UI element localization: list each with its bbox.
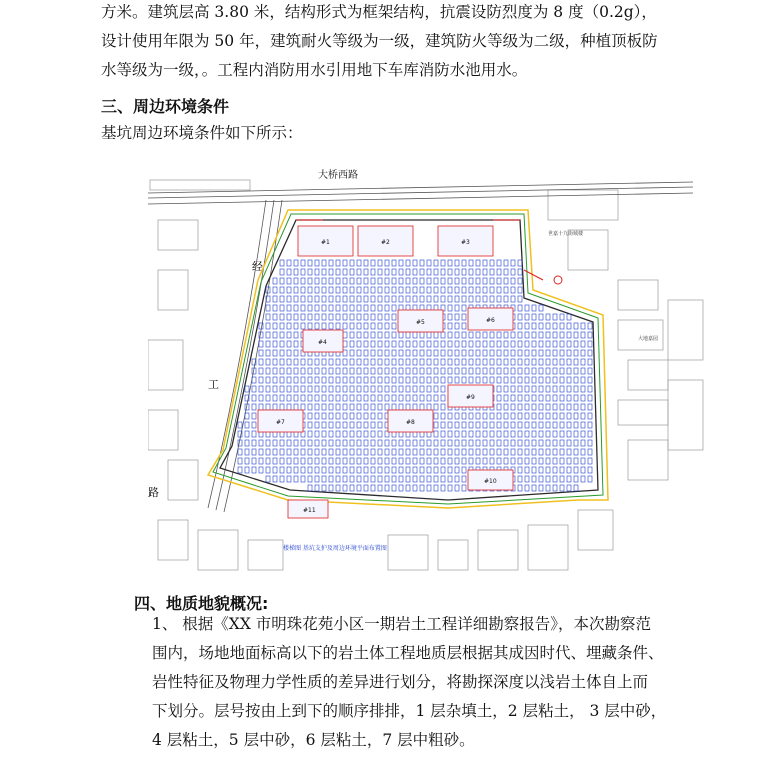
road-west-char-2: 工 — [208, 378, 219, 391]
intro-line-3: 水等级为一级，。工程内消防用水引用地下车库消防水池用水。 — [101, 61, 528, 79]
building-number: #2 — [381, 239, 390, 246]
building-number: #9 — [466, 394, 475, 401]
building-number: #10 — [484, 478, 497, 485]
section-3-heading: 三、周边环境条件 — [101, 97, 230, 116]
label-e: 大地嘉园 — [638, 336, 659, 342]
section-4-line-1: 1、 根据《XX 市明珠花苑小区一期岩土工程详细勘察报告》，本次勘察范 — [152, 615, 652, 633]
section-4-line-3: 岩性特征及物理力学性质的差异进行划分，将勘探深度以浅岩土体自上而 — [152, 673, 649, 691]
building-number: #3 — [461, 239, 470, 246]
intro-line-2: 设计使用年限为 50 年，建筑耐火等级为一级，建筑防火等级为二级，种植顶板防 — [101, 32, 658, 50]
section-4-heading: 四、地质地貌概况: — [134, 594, 269, 613]
label-bottom: 楼梯图 基坑支护及周边环境平面布置图 — [283, 545, 387, 552]
building-number: #4 — [318, 339, 327, 346]
section-4-line-5: 4 层粘土，5 层中砂，6 层粘土，7 层中粗砂。 — [152, 731, 475, 749]
building-number: #1 — [321, 239, 330, 246]
section-4-line-2: 围内，场地地面标高以下的岩土体工程地质层根据其成因时代、埋藏条件、 — [152, 644, 664, 662]
intro-line-1: 方米。建筑层高 3.80 米，结构形式为框架结构，抗震设防烈度为 8 度（0.2g）， — [101, 3, 657, 21]
label-ne: 世嘉十九街城楼 — [548, 231, 584, 237]
building-number: #11 — [303, 507, 316, 514]
road-west-char-1: 经 — [252, 260, 263, 273]
building-number: #6 — [486, 317, 495, 324]
building-number: #8 — [406, 419, 415, 426]
building-number: #5 — [416, 319, 425, 326]
building-number: #7 — [276, 419, 285, 426]
site-plan-figure — [148, 160, 708, 578]
road-north-label: 大桥西路 — [318, 170, 358, 181]
section-3-text: 基坑周边环境条件如下所示： — [101, 124, 303, 142]
road-west-char-3: 路 — [148, 486, 159, 499]
section-4-line-4: 下划分。层号按由上到下的顺序排排，1 层杂填土，2 层粘土， 3 层中砂， — [152, 702, 667, 720]
